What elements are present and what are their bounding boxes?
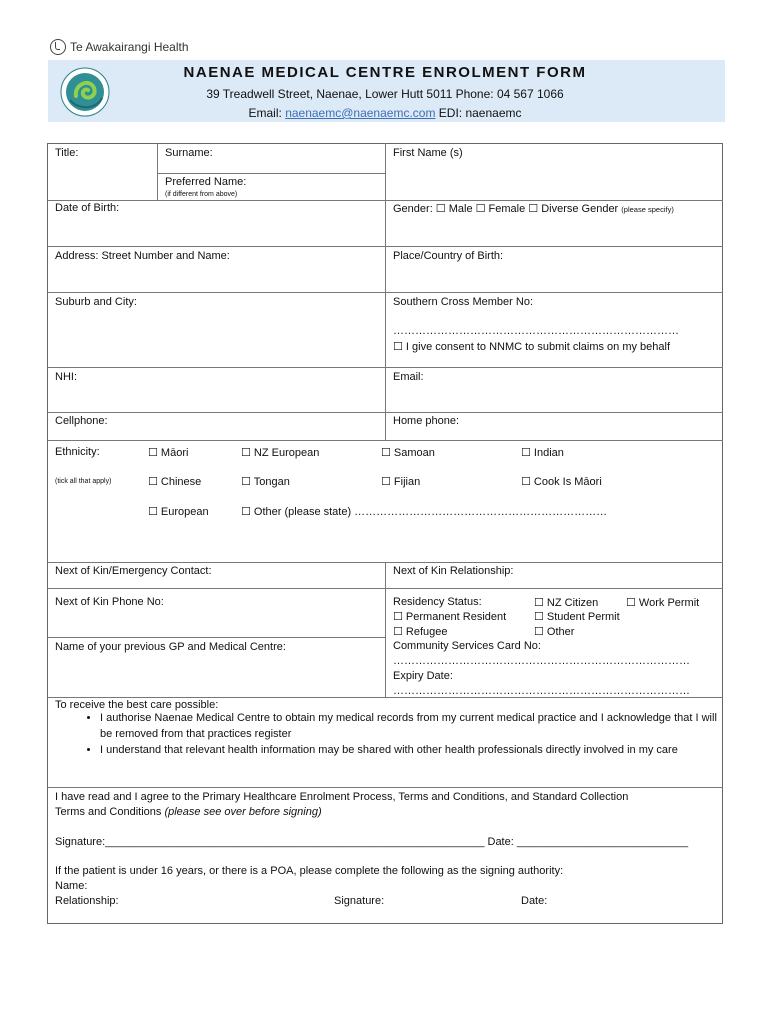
agreement-line1: I have read and I agree to the Primary Healthcare Enrolment Process, Terms and Conditions, and Standard Collection — [55, 791, 629, 803]
nok-relationship-label[interactable]: Next of Kin Relationship: — [393, 565, 514, 577]
eth-fijian-checkbox[interactable]: ☐ Fijian — [381, 476, 421, 488]
form-title: NAENAE MEDICAL CENTRE ENROLMENT FORM — [183, 64, 587, 81]
ethnicity-note: (tick all that apply) — [55, 478, 112, 485]
email-link[interactable]: naenaemc@naenaemc.com — [285, 106, 436, 120]
care-bullet-list — [52, 710, 720, 758]
email-field-label[interactable]: Email: — [393, 371, 424, 383]
home-phone-label[interactable]: Home phone: — [393, 415, 460, 427]
nok-phone-label[interactable]: Next of Kin Phone No: — [55, 596, 164, 608]
dob-label[interactable]: Date of Birth: — [55, 202, 120, 214]
birthplace-label[interactable]: Place/Country of Birth: — [393, 250, 504, 262]
address-label[interactable]: Address: Street Number and Name: — [55, 250, 230, 262]
surname-label[interactable]: Surname: — [165, 147, 213, 159]
centre-contact — [0, 106, 770, 120]
title-label[interactable]: Title: — [55, 147, 79, 159]
expiry-dots: ……………………………………………………………………… — [393, 685, 690, 697]
residency-label: Residency Status: — [393, 596, 482, 608]
eth-european-checkbox[interactable]: ☐ European — [148, 506, 209, 518]
southern-cross-dots: …………………………………………………………………… — [393, 325, 679, 337]
under16-instruction: If the patient is under 16 years, or there is a POA, please complete the following as the signing authority: — [55, 865, 564, 877]
suburb-label[interactable]: Suburb and City: — [55, 296, 137, 308]
brand-name: Te Awakairangi Health — [70, 40, 189, 54]
authority-relationship-label[interactable]: Relationship: — [55, 895, 119, 907]
res-work-permit-checkbox[interactable]: ☐ Work Permit — [626, 597, 700, 609]
agreement-terms: Terms and Conditions — [55, 806, 165, 818]
southern-cross-label[interactable]: Southern Cross Member No: — [393, 296, 533, 308]
preferred-name-note: (if different from above) — [165, 191, 238, 198]
gender-options[interactable]: Gender: ☐ Male ☐ Female ☐ Diverse Gender — [393, 203, 619, 215]
previous-gp-label[interactable]: Name of your previous GP and Medical Centre: — [55, 641, 286, 653]
agreement-note: (please see over before signing) — [164, 806, 322, 818]
eth-nz-european-checkbox[interactable]: ☐ NZ European — [241, 447, 320, 459]
brand-header — [50, 39, 189, 55]
centre-address: 39 Treadwell Street, Naenae, Lower Hutt 5011 Phone: 04 567 1066 — [206, 87, 564, 101]
eth-other-checkbox[interactable]: ☐ Other (please state) …………………………………………………………… — [241, 506, 608, 518]
nhi-label[interactable]: NHI: — [55, 371, 77, 383]
res-refugee-checkbox[interactable]: ☐ Refugee — [393, 626, 448, 638]
care-intro: To receive the best care possible: — [55, 699, 219, 711]
eth-tongan-checkbox[interactable]: ☐ Tongan — [241, 476, 290, 488]
first-name-label[interactable]: First Name (s) — [393, 147, 463, 159]
csc-dots: ……………………………………………………………………… — [393, 655, 690, 667]
res-student-permit-checkbox[interactable]: ☐ Student Permit — [534, 611, 620, 623]
gender-note: (please specify) — [621, 205, 674, 214]
edi-text: EDI: naenaemc — [435, 106, 522, 120]
csc-label[interactable]: Community Services Card No: — [393, 640, 541, 652]
res-permanent-resident-checkbox[interactable]: ☐ Permanent Resident — [393, 611, 507, 623]
nok-contact-label[interactable]: Next of Kin/Emergency Contact: — [55, 565, 212, 577]
care-bullet-sharing: • I understand that relevant health information may be shared with other health professionals directly involved in my care — [100, 742, 720, 758]
eth-maori-checkbox[interactable]: ☐ Māori — [148, 447, 189, 459]
authority-date-label[interactable]: Date: — [521, 895, 548, 907]
eth-samoan-checkbox[interactable]: ☐ Samoan — [381, 447, 435, 459]
preferred-name-label[interactable]: Preferred Name: — [165, 176, 247, 188]
res-other-checkbox[interactable]: ☐ Other — [534, 626, 575, 638]
email-label: Email: — [248, 106, 286, 120]
agreement-line2 — [55, 806, 322, 818]
res-nz-citizen-checkbox[interactable]: ☐ NZ Citizen — [534, 597, 599, 609]
authority-signature-label[interactable]: Signature: — [334, 895, 385, 907]
ethnicity-label: Ethnicity: — [55, 446, 100, 458]
eth-indian-checkbox[interactable]: ☐ Indian — [521, 447, 564, 459]
eth-chinese-checkbox[interactable]: ☐ Chinese — [148, 476, 202, 488]
cellphone-label[interactable]: Cellphone: — [55, 415, 108, 427]
sc-consent-checkbox[interactable]: ☐ I give consent to NNMC to submit claims on my behalf — [393, 341, 671, 353]
gender-label[interactable] — [393, 202, 674, 215]
authority-name-label[interactable]: Name: — [55, 880, 88, 892]
signature-line[interactable]: Signature:______________________________________________________________ Date: ____________________________ — [55, 836, 689, 848]
care-bullet-records: • I authorise Naenae Medical Centre to obtain my medical records from my current medical practice and I acknowledge that I will be removed from that practices register — [100, 710, 720, 742]
eth-cook-is-maori-checkbox[interactable]: ☐ Cook Is Māori — [521, 476, 602, 488]
brand-logo-icon — [50, 39, 66, 55]
expiry-date-label[interactable]: Expiry Date: — [393, 670, 453, 682]
